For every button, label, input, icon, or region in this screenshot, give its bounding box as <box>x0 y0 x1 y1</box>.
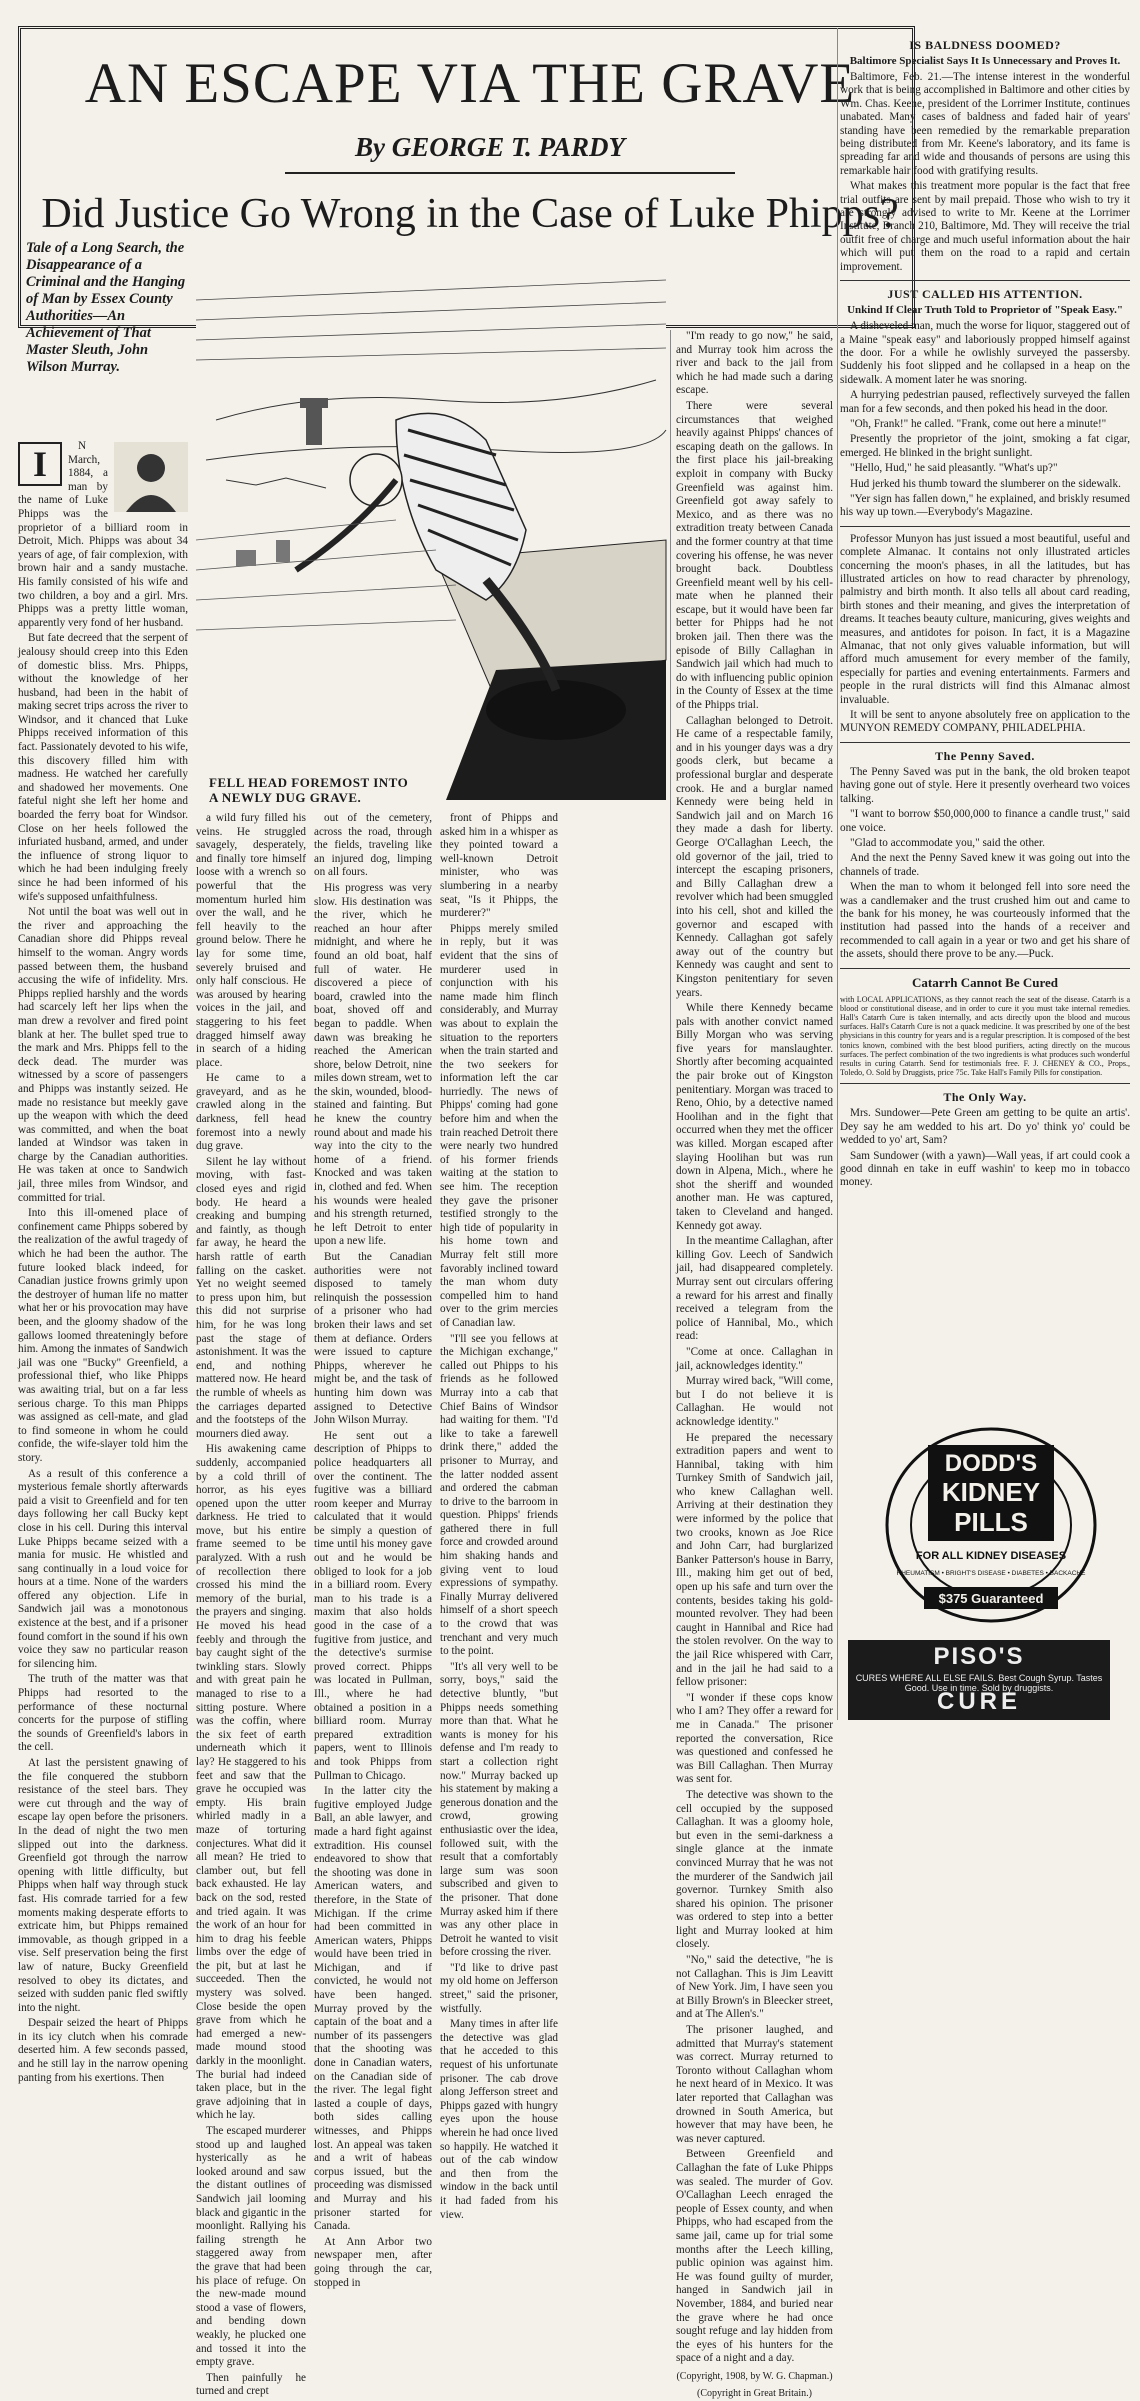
baldness-subhead: Baltimore Specialist Says It Is Unnecessary and Proves It. <box>849 55 1121 67</box>
column-paragraph: "No," said the detective, "he is not Callaghan. This is Jim Leavitt of New York. Jim, I have seen you at Billy Brown's in Bleecker street, and at The Allen's." <box>676 1954 833 2021</box>
pisos-cure-ad <box>848 1640 1110 1720</box>
column-rule <box>837 28 838 1720</box>
copyright-line: (Copyright, 1908, by W. G. Chapman.) <box>676 2370 833 2382</box>
column-paragraph: Murray wired back, "Will come, but I do not believe it is Callaghan. He would not acknowledge identity." <box>676 1375 833 1428</box>
pisos-slogan: CURES WHERE ALL ELSE FAILS. Best Cough Syrup. Tastes Good. Use in time. Sold by druggists. <box>855 1673 1103 1693</box>
sidebar-column <box>840 34 1130 1419</box>
penny-paragraph: And the next the Penny Saved knew it was going out into the channels of trade. <box>840 852 1130 878</box>
column-paragraph: Not until the boat was well out in the river and approaching the Canadian shore did Phipps reveal himself to the woman. Angry words passed between them, the husband accusing the wife of infidelity. Mrs. Phipps replied harshly and the words had scarcely left her lips when the man drew a revolver and fired point blank at her. The bullet sped true to the mark and Mrs. Phipps fell to the deck dead. The murder was witnessed by a score of passengers and Phipps was instantly seized. He made no resistance but meekly gave up the weapon with which the deed was committed, and when the boat landed at Windsor was taken in charge by the Canadian authorities. He was taken at once to Sandwich jail, three miles from Windsor, and committed for trial. <box>18 906 188 1204</box>
section-rule <box>840 1083 1130 1084</box>
column-paragraph: At last the persistent gnawing of the file conquered the stubborn resistance of the steel bars. They were cut through and the way of escape lay open before the prisoners. In the dead of night the two men slipped out into the darkness. Greenfield got through the narrow opening with little difficulty, but Phipps when half way through stuck fast. His comrade tarried for a few moments making desperate efforts to extricate him, but Phipps remained immovable, as though gripped in a vise. Self preservation being the first law of nature, Bucky Greenfield resolved to obey its dictates, and seized with sudden panic fled swiftly into the night. <box>18 1757 188 2014</box>
dodds-text-2: KIDNEY <box>941 1477 1041 1507</box>
column-paragraph: "I'm ready to go now," he said, and Murray took him across the river and back to the jail from which he had made such a daring escape. <box>676 330 833 397</box>
column-paragraph: There were several circumstances that weighed heavily against Phipps' chances of escaping death on the gallows. In the first place his jail-breaking exploit in company with Bucky Greenfield was against him. Greenfield got away safely to Mexico, and as there was no extradition treaty between Canada and the former country at that time covering his offense, he was never brought back. Doubtless Greenfield meant well by his cell-mate when he planned their escape, but it would have been far better for Phipps had he not broken jail. Then there was the episode of Billy Callaghan in Sandwich jail which had much to do with influencing public opinion in the County of Essex at the time of the Phipps trial. <box>676 399 833 712</box>
column-paragraph: out of the cemetery, across the road, through the fields, traveling like an injured dog, limping on all fours. <box>314 812 432 879</box>
column-paragraph: At Ann Arbor two newspaper men, after going through the car, stopped in <box>314 2235 432 2289</box>
penny-paragraph: "Glad to accommodate you," said the other. <box>850 836 1045 849</box>
column-paragraph: Callaghan belonged to Detroit. He came of a respectable family, and in his younger days was a dry goods clerk, but became a professional burglar and desperate crook. He and a burglar named Kennedy were being held in Sandwich jail and on March 16 they made a dash for liberty. George O'Callaghan Leech, the old governor of the jail, tried to intercept the escaping prisoners, and Billy Callaghan drew a revolver which had been smuggled into his cell, shot and killed the governor and escaped with Kennedy. Callaghan got safely away out of the country but Kennedy was caught and sent to Kingston penitentiary for seven years. <box>676 714 833 999</box>
attention-paragraph: Presently the proprietor of the joint, smoking a fat cigar, emerged. He blinked in the bright sunlight. <box>840 433 1130 459</box>
baldness-paragraph: Baltimore, Feb. 21.—The intense interest in the wonderful work that is being accomplished in Baltimore and other cities by Wm. Chas. Keene, president of the Lorrimer Institute, continues unabated. Many cases of baldness and faded hair of years' standing have been remedied by the remarkable preparation being distributed from Mr. Keene's laboratory, and its fame is spreading far and wide and thousands of persons are using this remarkable hair food with gratifying results. <box>840 71 1130 177</box>
penny-headline: The Penny Saved. <box>935 748 1035 763</box>
munyon-paragraph: It will be sent to anyone absolutely free on application to the MUNYON REMEDY COMPANY, PHILADELPHIA. <box>840 709 1130 735</box>
article-column-3 <box>314 812 432 2289</box>
column-paragraph: N March, 1884, a man by the name of Luke Phipps was the proprietor of a billiard room in Detroit, Mich. Phipps was about 34 years of age, of fair complexion, with brown hair and a sandy mustache. His family consisted of his wife and two children, a boy and a girl. Mrs. Phipps was a pretty little woman, apparently very fond of her husband. <box>18 440 188 629</box>
baldness-paragraph: What makes this treatment more popular is the fact that free trial outfits are sent by mail prepaid. Those who wish to try it are strongly advised to write to Mr. Keene at the Lorrimer Institute, Branch 210, Baltimore, Md. They will receive the trial outfit free of charge and much useful information about the hair which will put them on the road to a rapid and certain improvement. <box>840 180 1130 273</box>
article-subhead: Did Justice Go Wrong in the Case of Luke Phipps? <box>41 191 899 237</box>
attention-paragraph: Hud jerked his thumb toward the slumberer on the sidewalk. <box>850 477 1121 490</box>
drop-cap: I <box>18 442 62 486</box>
article-column-5 <box>676 330 833 2400</box>
column-paragraph: The detective was shown to the cell occupied by the supposed Callaghan. It was a gloomy hole, but even in the semi-darkness a single glance at the inmate convinced Murray that he was not the murderer of the Sandwich jail governor. Turnkey Smith also shared his opinion. The prisoner was ordered to step into a better light and Murray looked at him closely. <box>676 1788 833 1951</box>
column-paragraph: Then painfully he turned and crept <box>196 2371 306 2398</box>
penny-paragraph: The Penny Saved was put in the bank, the old broken teapot having gone out of style. Here it presently overheard two voices talking. <box>840 765 1130 805</box>
column-paragraph: front of Phipps and asked him in a whisper as they pointed toward a well-known Detroit minister, who was slumbering in a nearby seat, "Is it Phipps, the murderer?" <box>440 812 558 920</box>
section-rule <box>840 742 1130 743</box>
copyright-line-2: (Copyright in Great Britain.) <box>697 2388 812 2400</box>
attention-paragraph: "Oh, Frank!" he called. "Frank, come out here a minute!" <box>850 417 1107 430</box>
column-paragraph: His awakening came suddenly, accompanied by a cold thrill of horror, as his eyes opened upon the utter darkness. He tried to move, but his entire frame seemed to be paralyzed. With a rush of recollection there crossed his mind the memory of the burial, the prayers and singing. He moved his head feebly and through the bay caught sight of the twinkling stars. Slowly and with great pain he managed to rise to a sitting posture. Where was the coffin, where the six feet of earth underneath which it lay? He staggered to his feet and saw that the grave he occupied was empty. His brain whirled madly in a maze of torturing conjectures. What did it all mean? He tried to clamber out, but fell back exhausted. He lay back on the sod, rested and tried again. It was the work of an hour for him to drag his feeble limbs over the edge of the pit, but at last he succeeded. Then the mystery was solved. Close beside the open grave from which he had emerged a new-made mound stood darkly in the moonlight. The burial had indeed taken place, but in the grave adjoining that in which he lay. <box>196 1443 306 2122</box>
munyon-paragraph: Professor Munyon has just issued a most beautiful, useful and complete Almanac. It contains not only illustrated articles concerning the moon's phases, in all the latitudes, but has illustrated articles on how to read character by phrenology, palmistry and birth month. It also tells all about card reading, birth stones and their meaning, and gives the interpretation of dreams. It teaches beauty culture, manicuring, gives weights and measures, and antidotes for poison. In fact, it is a Magazine Almanac, that not only gives valuable information, but will afford much amusement for every member of the family, especially for parties and evening entertainments. Farmers and people in the rural districts will find this Almanac almost invaluable. <box>840 532 1130 706</box>
article-headline: AN ESCAPE VIA THE GRAVE <box>84 52 856 115</box>
baldness-headline: IS BALDNESS DOOMED? <box>909 38 1061 52</box>
column-paragraph: "It's all very well to be sorry, boys," said the detective bluntly, "but Phipps needs something more than that. What he wants is money for his defense and I'm ready to start a collection right now." Murray backed up his statement by making a generous donation and the crowd, growing enthusiastic over the idea, followed suit, with the result that a comfortably large sum was soon subscribed and given to the prisoner. That done Murray asked him if there was any other place in Detroit he wanted to visit before crossing the river. <box>440 1660 558 1959</box>
portrait-illustration <box>114 442 188 512</box>
column-paragraph: Despair seized the heart of Phipps in its icy clutch when his comrade deserted him. A few seconds passed, and he still lay in the narrow opening panting from his exertions. Then <box>18 2017 188 2084</box>
column-paragraph: Phipps merely smiled in reply, but it was evident that the sins of murderer used in conjunction with his name made him flinch considerably, and Murray was about to explain the situation to the reporters when the train started and the two seekers for information left the car hurriedly. The news of Phipps' coming had gone before him and when the train reached Detroit there were nearly two hundred of his former friends waiting at the station to see him. The reception they gave the prisoner testified strongly to the high tide of popularity in his home town and Murray felt still more favorably inclined toward the man whom duty compelled him to hand over to the grim mercies of Canadian law. <box>440 922 558 1329</box>
catarrh-notice: with LOCAL APPLICATIONS, as they cannot reach the seat of the disease. Catarrh is a blood or constitutional disease, and in order to cure it you must take internal remedies. Hall's Catarrh Cure is taken internally, and acts directly upon the blood and mucous surfaces. Hall's Catarrh Cure is not a quack medicine. It was prescribed by one of the best physicians in this country for years and is a regular prescription. It is composed of the best tonics known, combined with the best blood purifiers, acting directly on the mucous surfaces. The perfect combination of the two ingredients is what produces such wonderful results in curing Catarrh. Send for testimonials free. F. J. CHENEY & CO., Props., Toledo, O. Sold by Druggists, price 75c. Take Hall's Family Pills for constipation. <box>840 994 1130 1078</box>
attention-paragraph: A hurrying pedestrian paused, reflectively surveyed the fallen man for a few seconds, and then poked his head in the door. <box>840 389 1130 415</box>
article-column-1 <box>18 440 188 2084</box>
column-paragraph: a wild fury filled his veins. He struggled savagely, desperately, and finally tore himself loose with a wrench so powerful that the momentum hurled him over the wall, and he fell heavily to the ground below. There he lay for some time, severely bruised and only half conscious. He was aroused by hearing voices in the jail, and staggering to his feet dragged himself away in search of a hiding place. <box>196 812 306 1069</box>
only-way-headline: The Only Way. <box>943 1090 1027 1105</box>
article-column-4 <box>440 812 558 2221</box>
column-rule <box>670 330 671 1720</box>
column-paragraph: He sent out a description of Phipps to police headquarters all over the continent. The fugitive was a billiard room keeper and Murray calculated that it would be simply a question of time until his money gave out and he would be obliged to look for a job in a billiard room. Every man to his trade is a maxim that also holds good in the case of a fugitive from justice, and the detective's surmise proved correct. Phipps was located in Pullman, Ill., where he had obtained a position in a billiard room. Murray prepared extradition papers, went to Illinois and took Phipps from Pullman to Chicago. <box>314 1429 432 1782</box>
column-paragraph: "I'd like to drive past my old home on Jefferson street," said the prisoner, wistfully. <box>440 1961 558 2015</box>
pisos-cure: CURE <box>936 1688 1021 1715</box>
column-paragraph: As a result of this conference a mysterious female shortly afterwards paid a visit to Greenfield and for ten days following her call Bucky kept close in his cell. During this interval Luke Phipps became seized with a mania for music. He whistled and sang continually in a loud voice for hours at a time. None of the warders offered any objection. Life in Sandwich jail was a monotonous existence at the best, and if a prisoner found comfort in the sound if his own voice they saw no particular reason for silencing him. <box>18 1467 188 1670</box>
pisos-title: PISO'S <box>933 1643 1025 1670</box>
column-paragraph: In the latter city the fugitive employed Judge Ball, an able lawyer, and made a hard fight against extradition. His counsel endeavored to show that the shooting was done in American waters, and therefore, in the State of Michigan. If the crime had been committed in American waters, Phipps would have been tried in Michigan, and if convicted, he would not have been hanged. Murray proved by the captain of the boat and a number of its passengers that the shooting was done in Canadian waters, on the Canadian side of the river. The legal fight lasted a couple of days, both sides calling witnesses, and Phipps lost. An appeal was taken and a writ of habeas corpus issued, but the proceeding was dismissed and Murray and his prisoner started for Canada. <box>314 1785 432 2233</box>
illustration-caption: FELL HEAD FOREMOST INTO A NEWLY DUG GRAVE. <box>209 775 409 805</box>
column-paragraph: "Come at once. Callaghan in jail, acknowledges identity." <box>676 1345 833 1372</box>
column-paragraph: While there Kennedy became pals with another convict named Billy Morgan who was serving five years for manslaughter. Shortly after becoming acquainted the pair broke out of Kingston penitentiary. Morgan was traced to Reno, Ohio, by a detective named Hoolihan and in the fight that occurred when they met the officer was killed. Morgan escaped after slaying Hoolihan but was run down in Alpena, Mich., where he shot the sheriff and wounded another man. He was captured, taken to Cleveland and hanged. Kennedy got away. <box>676 1002 833 1232</box>
attention-headline: JUST CALLED HIS ATTENTION. <box>887 287 1083 302</box>
only-way-paragraph: Sam Sundower (with a yawn)—Wall yeas, if art could cook a good dinnah en take in euff washin' to keep mo in tobacco money. <box>840 1149 1130 1189</box>
column-paragraph: The escaped murderer stood up and laughed hysterically as he looked around and saw the distant outlines of Sandwich jail looming black and gigantic in the moonlight. Rallying his failing strength he staggered away from the grave that had been his place of refuge. On the new-made mound stood a vase of flowers, and bending down weakly, he plucked one and tossed it into the empty grave. <box>196 2125 306 2369</box>
penny-paragraph: "I want to borrow $50,000,000 to finance a candle trust," said one voice. <box>840 808 1130 834</box>
dodds-text-1: DODD'S <box>944 1450 1038 1477</box>
attention-paragraph: "Hello, Hud," he said pleasantly. "What's up?" <box>850 462 1058 475</box>
byline-rule <box>285 172 735 174</box>
column-paragraph: Between Greenfield and Callaghan the fate of Luke Phipps was sealed. The murder of Gov. O'Callaghan Leech enraged the people of Essex county, and when Phipps, who had escaped from the same jail, came up for trial some months after the Leech killing, public opinion was against him. He was found guilty of murder, hanged in Sandwich jail in November, 1884, and buried near the grave where he had once sought refuge and lay hidden from the eyes of his hunters for the space of a night and a day. <box>676 2148 833 2365</box>
column-paragraph: In the meantime Callaghan, after killing Gov. Leech of Sandwich jail, had disappeared completely. Murray sent out circulars offering a reward for his arrest and finally received a telegram from the police of Hannibal, Mo., which read: <box>676 1235 833 1343</box>
only-way-paragraph: Mrs. Sundower—Pete Green am getting to be quite an artis'. Dey say he am wedded to his art. Do yo' think yo' could be wedded to yo' art, Sam? <box>840 1107 1130 1147</box>
article-deck: Tale of a Long Search, the Disappearance of a Criminal and the Hanging of Man by Essex County Authorities—An Achievement of That Master Sleuth, John Wilson Murray. <box>26 240 186 375</box>
penny-paragraph: When the man to whom it belonged fell into sore need the was a candlemaker and the trust crushed him out and came to the bank for his money, he was courteously informed that the institution had passed into the hands of a receiver and recommended to call again in a year or two and get his share of the assets, should there prove to be any.—Puck. <box>840 881 1130 961</box>
column-paragraph: The prisoner laughed, and admitted that Murray's statement was correct. Murray returned to Toronto without Callaghan whom he next heard of in Mexico. It was later reported that Callaghan was drowned in South America, but however that may have been, he was never captured. <box>676 2024 833 2145</box>
column-paragraph: The truth of the matter was that Phipps had resorted to the performance of these nocturnal concerts for the purpose of stifling the sounds of Greenfield's labors in the cell. <box>18 1673 188 1754</box>
section-rule <box>840 526 1130 527</box>
column-paragraph: But fate decreed that the serpent of jealousy should creep into this Eden of domestic bliss. Mrs. Phipps, without the knowledge of her husband, had been in the habit of making secret trips across the river to Windsor, and it chanced that Luke Phipps received information of this fact. Passionately devoted to his wife, this discovery filled him with madness. He watched her carefully and shadowed her movements. One fateful night she left her home and boarded the ferry boat for Windsor. Close on her heels followed the infuriated husband, armed, and under the influence of strong liquor to which he had been indulging freely since he had been informed of his wife's supposed unfaithfulness. <box>18 632 188 903</box>
dodds-kidney-pills-ad <box>880 1425 1102 1633</box>
article-column-2 <box>196 812 306 2398</box>
catarrh-headline: Catarrh Cannot Be Cured <box>911 974 1058 990</box>
column-paragraph: "I'll see you fellows at the Michigan exchange," called out Phipps to his friends as he followed Murray into a cab that Chief Bains of Windsor had waiting for them. "I'd like to take a farewell drink there," added the prisoner to Murray, and the latter nodded assent and ordered the cabman to drive to the barroom in question. Phipps' friends gathered there in full force and crowded around him shaking hands and giving vent to loud expressions of sympathy. Finally Murray delivered himself of a short speech to the crowd that was trenchant and very much to the point. <box>440 1332 558 1658</box>
attention-subhead: Unkind If Clear Truth Told to Proprietor of "Speak Easy." <box>847 304 1123 317</box>
grave-illustration <box>196 240 666 800</box>
attention-paragraph: "Yer sign has fallen down," he explained, and briskly resumed his way up town.—Everybody's Magazine. <box>840 492 1130 519</box>
column-paragraph: He came to a graveyard, and as he crawled along in the darkness, fell head foremost into a newly dug grave. <box>196 1072 306 1153</box>
dodds-ribbon-text: $375 Guaranteed <box>938 1591 1044 1606</box>
column-paragraph: Into this ill-omened place of confinement came Phipps sobered by the realization of the awful tragedy of which he had been the author. The future looked black indeed, for Canadian justice frowns grimly upon the destroyer of human life no matter what her or his provocation may have been, and the gloomy shadow of the gallows loomed threateningly before him. Among the inmates of Sandwich jail was one "Bucky" Greenfield, a professional thief, who like Phipps was awaiting trial, but on a far less serious charge. To this man Phipps was assigned as cell-mate, and glad to find someone in whom he could confide, the wife-slayer told him the story. <box>18 1207 188 1464</box>
dodds-ring-text-2: RHEUMATISM • BRIGHT'S DISEASE • DIABETES • BACKACHE <box>896 1570 1086 1577</box>
column-paragraph: Silent he lay without moving, with fast-closed eyes and rigid body. He heard a creaking and bumping and faintly, as though far away, he heard the harsh rattle of earth falling on the casket. Yet no weight seemed to press upon him, but this did not surprise him, for he was long past the stage of astonishment. It was the end, and nothing mattered now. He heard the rumble of wheels as the carriages departed and the footsteps of the mourners died away. <box>196 1155 306 1440</box>
column-paragraph: "I wonder if these cops know who I am? They offer a reward for me in Canada." The prisoner reported the conversation, Rice was questioned and confessed he was Bill Callaghan. Then Murray was sent for. <box>676 1691 833 1786</box>
dodds-text-3: PILLS <box>954 1507 1028 1537</box>
attention-paragraph: A disheveled man, much the worse for liquor, staggered out of a Maine "speak easy" and laboriously propped himself against the door. For a while he owlishly surveyed the passersby. Suddenly his foot slipped and he collapsed in a heap on the sidewalk. A moment later he was snoring. <box>840 320 1130 386</box>
column-paragraph: He prepared the necessary extradition papers and went to Hannibal, taking with him Turnkey Smith of Sandwich jail, who knew Callaghan well. Arriving at their destination they were informed by the police that two crooks, known as Joe Rice and John Carr, had burglarized Banker Patterson's house in Barry, Ill., making him get out of bed, open up his safe and turn over the contents, besides taking his gold-mounted revolver. They had been caught in Hannibal and Rice had the stolen revolver. On the way to the jail Rice whispered with Carr, and in the jail he had said to a fellow prisoner: <box>676 1431 833 1689</box>
dodds-ring-text: FOR ALL KIDNEY DISEASES <box>915 1550 1067 1562</box>
section-rule <box>840 280 1130 281</box>
column-paragraph: Many times in after life the detective was glad that he acceded to this request of his unfortunate prisoner. The cab drove along Jefferson street and Phipps gazed with hungry eyes upon the house wherein he had once lived so happily. He watched it out of the cab window and then from the window in the back until it had faded from his view. <box>440 2018 558 2221</box>
column-paragraph: His progress was very slow. His destination was the river, which he reached an hour after midnight, and where he found an old boat, half full of water. He discovered a piece of board, crawled into the boat, shoved off and began to paddle. When dawn was breaking he reached the American shore, below Detroit, nine miles down stream, wet to the skin, wounded, blood-stained and fainting. But he knew the country round about and made his way into the city to the home of a friend. Knocked and was taken in, clothed and fed. When his wounds were healed and his strength returned, he left Detroit to enter upon a new life. <box>314 881 432 1248</box>
article-byline: By GEORGE T. PARDY <box>354 132 626 162</box>
column-paragraph: But the Canadian authorities were not disposed to tamely relinquish the possession of a prisoner who had broken their laws and set them at defiance. Orders were issued to capture Phipps, wherever he might be, and the task of hunting him down was assigned to Detective John Wilson Murray. <box>314 1251 432 1427</box>
section-rule <box>840 968 1130 969</box>
